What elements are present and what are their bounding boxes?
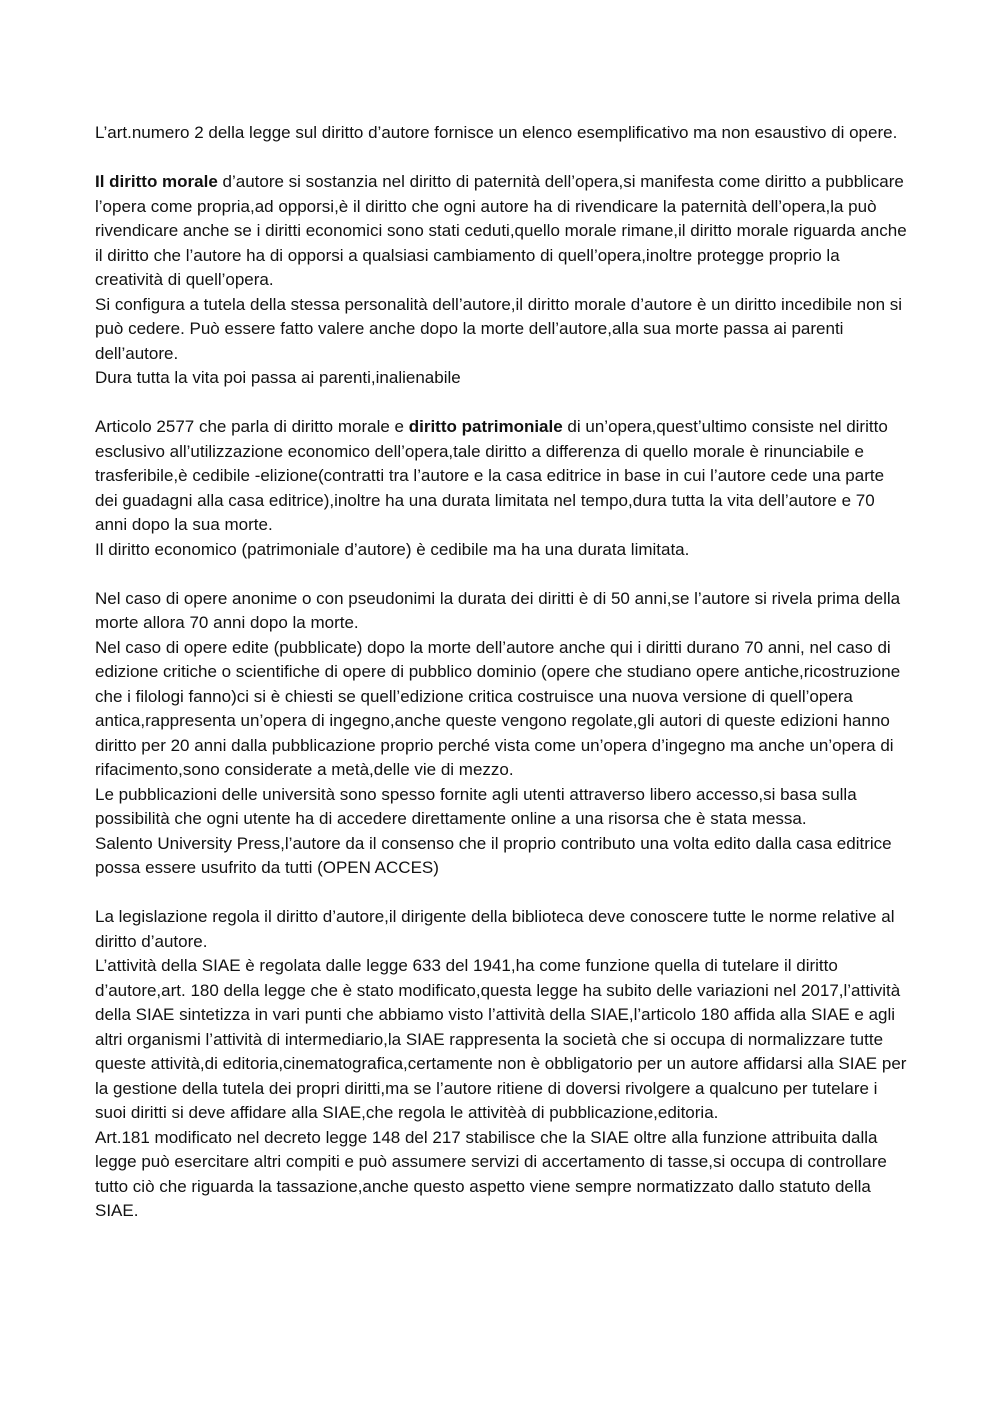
paragraph-legislazione bbox=[95, 905, 910, 954]
paragraph-pubblicazioni-universita bbox=[95, 783, 910, 832]
paragraph-siae bbox=[95, 954, 910, 1126]
paragraph-text: d’autore si sostanzia nel diritto di paternità dell’opera,si manifesta come diritto a pubblicare l’opera come propria,ad opporsi,è il diritto che ogni autore ha di rivendicare la paternità dell’opera,la può rivendicare anche se i diritti economici sono stati ceduti,quello morale rimane,il diritto morale riguarda anche il diritto che l’autore ha di opporsi a qualsiasi cambiamento di quell’opera,inoltre protegge proprio la creatività di quell’opera. bbox=[95, 172, 907, 289]
paragraph-art-181 bbox=[95, 1126, 910, 1224]
paragraph-opere-anonime bbox=[95, 587, 910, 636]
paragraph-text: L’art.numero 2 della legge sul diritto d’autore fornisce un elenco esemplificativo ma non esaustivo di opere. bbox=[95, 123, 898, 142]
paragraph-gap bbox=[95, 391, 910, 416]
paragraph-text: Dura tutta la vita poi passa ai parenti,inalienabile bbox=[95, 368, 461, 387]
paragraph-text: L’attività della SIAE è regolata dalle legge 633 del 1941,ha come funzione quella di tutelare il diritto d’autore,art. 180 della legge che è stato modificato,questa legge ha subito delle variazioni nel 2017,l’attività della SIAE sintetizza in vari punti che abbiamo visto l’attività della SIAE,l’articolo 180 affida alla SIAE e agli altri organismi l’attività di intermediario,la SIAE rappresenta la società che si occupa di normalizzare tutte queste attività,di editoria,cinematografica,certamente non è obbligatorio per un autore affidarsi alla SIAE per la gestione della tutela dei propri diritti,ma se l’autore ritiene di doversi rivolgere a qualcuno per tutelare i suoi diritti si deve affidare alla SIAE,che regola le attivitèà di pubblicazione,editoria. bbox=[95, 956, 907, 1122]
paragraph-diritto-morale bbox=[95, 170, 910, 293]
paragraph-diritto-economico bbox=[95, 538, 910, 563]
paragraph-text: Nel caso di opere anonime o con pseudonimi la durata dei diritti è di 50 anni,se l’autore si rivela prima della morte allora 70 anni dopo la morte. bbox=[95, 588, 901, 632]
paragraph-text: La legislazione regola il diritto d’autore,il dirigente della biblioteca deve conoscere tutte le norme relative al diritto d’autore. bbox=[95, 907, 895, 951]
paragraph-tutela-personalita bbox=[95, 293, 910, 367]
bold-term-diritto-morale: Il diritto morale bbox=[95, 172, 218, 191]
bold-term-diritto-patrimoniale: diritto patrimoniale bbox=[408, 417, 563, 436]
paragraph-text: Nel caso di opere edite (pubblicate) dopo la morte dell’autore anche qui i diritti durano 70 anni, nel caso di edizione critiche o scientifiche di opere di pubblico dominio (opere che studiano opere antiche,ricostruzione che i filologi fanno)ci si è chiesti se quell’edizione critica costruisce una nuova versione di quell’opera antica,rappresenta un’opera di ingegno,anche queste vengono regolate,gli autori di queste edizioni hanno diritto per 20 anni dalla pubblicazione proprio perché vista come un’opera d’ingegno ma anche un’opera di rifacimento,sono considerate a metà,delle vie di mezzo. bbox=[95, 637, 901, 779]
paragraph-text: di un’opera,quest’ultimo consiste nel diritto esclusivo all’utilizzazione economico dell’opera,tale diritto a differenza di quello morale è rinunciabile e trasferibile,è cedibile -elizione(contratti tra l’autore e la casa editrice in base in cui l’autore cede una parte dei guadagni alla casa editrice),inoltre ha una durata limitata nel tempo,dura tutta la vita dell’autore e 70 anni dopo la sua morte. bbox=[95, 417, 888, 534]
paragraph-gap bbox=[95, 881, 910, 906]
paragraph-text: Salento University Press,l’autore da il consenso che il proprio contributo una volta edito dalla casa editrice possa essere usufrito da tutti (OPEN ACCES) bbox=[95, 833, 892, 877]
paragraph-text: Art.181 modificato nel decreto legge 148 del 217 stabilisce che la SIAE oltre alla funzione attribuita dalla legge può esercitare altri compiti e può assumere servizi di accertamento di tasse,si occupa di controllare tutto ciò che riguarda la tassazione,anche questo aspetto viene sempre normatizzato dallo statuto della SIAE. bbox=[95, 1127, 887, 1220]
paragraph-text: Articolo 2577 che parla di diritto morale e bbox=[95, 417, 409, 436]
document-page bbox=[95, 121, 910, 1224]
paragraph-text: Il diritto economico (patrimoniale d’autore) è cedibile ma ha una durata limitata. bbox=[95, 539, 690, 559]
paragraph-opere-edite bbox=[95, 636, 910, 783]
paragraph-art-2 bbox=[95, 121, 910, 146]
paragraph-articolo-2577 bbox=[95, 415, 910, 538]
paragraph-durata-vita bbox=[95, 366, 910, 391]
paragraph-gap bbox=[95, 562, 910, 587]
paragraph-gap bbox=[95, 146, 910, 171]
paragraph-salento-university-press bbox=[95, 832, 910, 881]
paragraph-text: Si configura a tutela della stessa personalità dell’autore,il diritto morale d’autore è un diritto incedibile non si può cedere. Può essere fatto valere anche dopo la morte dell’autore,alla sua morte passa ai parenti dell’autore. bbox=[95, 294, 903, 363]
paragraph-text: Le pubblicazioni delle università sono spesso fornite agli utenti attraverso libero accesso,si basa sulla possibilità che ogni utente ha di accedere direttamente online a una risorsa che è stata messa. bbox=[95, 784, 857, 828]
